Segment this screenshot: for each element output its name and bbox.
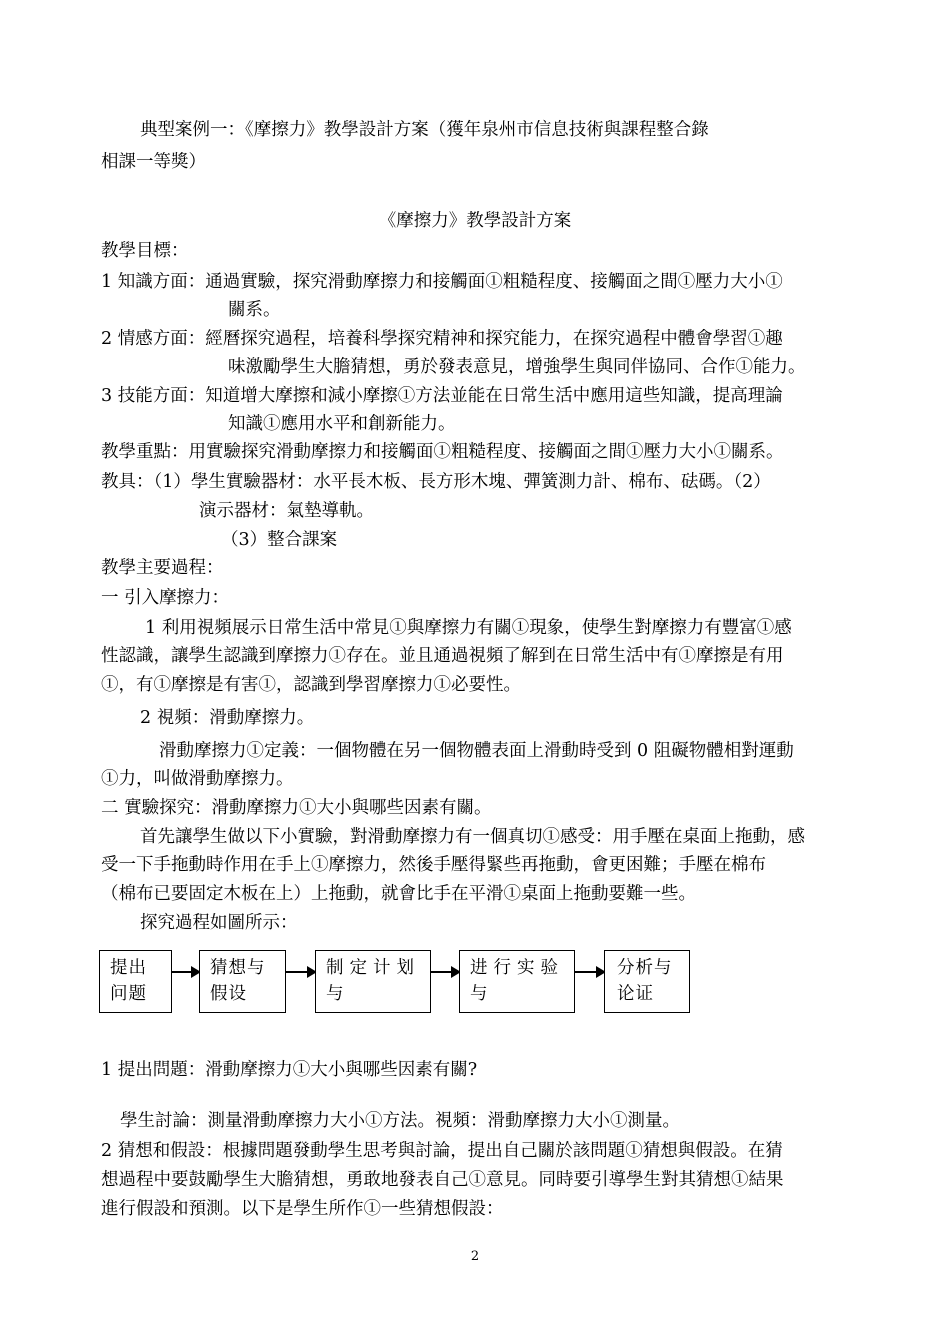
- flow-step-4-line-1: 进行实验: [470, 958, 564, 978]
- objective-2-line-2: 味激勵學生大膽猜想，勇於發表意見，增強學生與同伴協同、合作①能力。: [228, 357, 806, 377]
- page-number: 2: [470, 1249, 480, 1264]
- flow-step-hypothesis: [199, 950, 286, 1013]
- flow-arrow-4: [575, 971, 604, 973]
- flow-arrow-3: [431, 971, 459, 973]
- tools-line-1: 教具：（1）學生實驗器材：水平長木板、長方形木塊、彈簧測力計、棉布、砝碼。（2）: [101, 472, 771, 492]
- flow-step-5-line-1: 分析与: [617, 958, 673, 978]
- objectives-heading: 教學目標：: [101, 241, 189, 261]
- flow-step-5-line-2: 论证: [617, 984, 654, 1004]
- paragraph-1-line-2: 性認識，讓學生認識到摩擦力①存在。並且通過視頻了解到在日常生活中有①摩擦是有用: [101, 646, 784, 666]
- flow-arrow-1: [172, 971, 199, 973]
- question-2-line-3: 進行假設和預測。以下是學生所作①一些猜想假設：: [101, 1199, 504, 1219]
- objective-3-line-1: 3 技能方面：知道增大摩擦和減小摩擦①方法並能在日常生活中應用這些知識，提高理論: [101, 386, 783, 406]
- flow-step-4-line-2: 与: [470, 984, 494, 1004]
- paragraph-4-line-2: 受一下手拖動時作用在手上①摩擦力，然後手壓得緊些再拖動，會更困難；手壓在棉布: [101, 855, 766, 875]
- section-1-heading: 一 引入摩擦力：: [101, 588, 230, 608]
- paragraph-3-line-2: ①力，叫做滑動摩擦力。: [101, 769, 294, 789]
- objective-1-line-1: 1 知識方面：通過實驗，探究滑動摩擦力和接觸面①粗糙程度、接觸面之間①壓力大小①: [101, 272, 783, 292]
- flow-arrow-2: [286, 971, 315, 973]
- paragraph-2: 2 視頻：滑動摩擦力。: [140, 708, 315, 728]
- question-1: 1 提出問題：滑動摩擦力①大小與哪些因素有關?: [101, 1060, 478, 1080]
- paragraph-5: 探究過程如圖所示：: [140, 913, 298, 933]
- flow-step-3-line-1: 制定计划: [326, 958, 420, 978]
- section-2-heading: 二 實驗探究：滑動摩擦力①大小與哪些因素有關。: [101, 798, 492, 818]
- header-line-2: 相課一等獎）: [101, 152, 206, 172]
- flow-step-1-line-1: 提出: [110, 958, 147, 978]
- objective-2-line-1: 2 情感方面：經曆探究過程，培養科學探究精神和探究能力，在探究過程中體會學習①趣: [101, 329, 783, 349]
- flow-step-2-line-2: 假设: [210, 984, 247, 1004]
- question-2-line-1: 2 猜想和假設：根據問題發動學生思考與討論，提出自己關於該問題①猜想與假設。在猜: [101, 1141, 783, 1161]
- paragraph-3-line-1: 滑動摩擦力①定義：一個物體在另一個物體表面上滑動時受到 0 阻礙物體相對運動: [159, 741, 794, 761]
- process-heading: 教學主要過程：: [101, 558, 224, 578]
- flow-step-plan: [315, 950, 431, 1013]
- flow-step-2-line-1: 猜想与: [210, 958, 266, 978]
- tools-line-3: （3）整合課案: [221, 530, 338, 550]
- paragraph-4-line-1: 首先讓學生做以下小實驗，對滑動摩擦力有一個真切①感受：用手壓在桌面上拖動，感: [140, 827, 805, 847]
- question-2-line-2: 想過程中要鼓勵學生大膽猜想，勇敢地發表自己①意見。同時要引導學生對其猜想①結果: [101, 1170, 784, 1190]
- objective-3-line-2: 知識①應用水平和創新能力。: [228, 414, 456, 434]
- tools-line-2: 演示器材：氣墊導軌。: [199, 501, 374, 521]
- flow-step-experiment: [459, 950, 575, 1013]
- flow-step-analysis: [604, 950, 690, 1013]
- key-point: 教學重點：用實驗探究滑動摩擦力和接觸面①粗糙程度、接觸面之間①壓力大小①關系。: [101, 442, 784, 462]
- document-title: 《摩擦力》教學設計方案: [378, 211, 572, 231]
- flow-step-3-line-2: 与: [326, 984, 350, 1004]
- question-1-discussion: 學生討論：測量滑動摩擦力大小①方法。視頻：滑動摩擦力大小①測量。: [120, 1111, 680, 1131]
- objective-1-line-2: 關系。: [228, 300, 281, 320]
- flow-step-1-line-2: 问题: [110, 984, 147, 1004]
- paragraph-1-line-3: ①，有①摩擦是有害①，認識到學習摩擦力①必要性。: [101, 675, 521, 695]
- paragraph-1-line-1: 1 利用視頻展示日常生活中常見①與摩擦力有關①現象，使學生對摩擦力有豐富①感: [145, 618, 792, 638]
- paragraph-4-line-3: （棉布已要固定木板在上）上拖動，就會比手在平滑①桌面上拖動要難一些。: [101, 884, 696, 904]
- header-line-1: 典型案例一：《摩擦力》教學設計方案（獲年泉州市信息技術與課程整合錄: [140, 120, 709, 140]
- flow-step-ask-question: [99, 950, 172, 1013]
